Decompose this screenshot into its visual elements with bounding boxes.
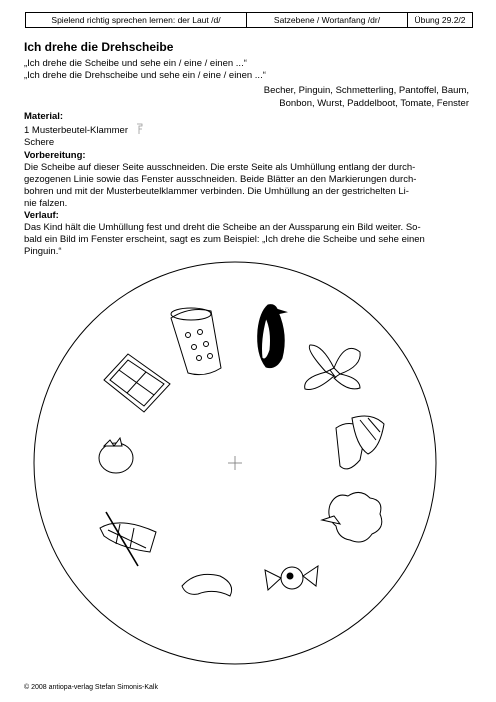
word-line-1: Becher, Pinguin, Schmetterling, Pantoffel, Baum, (263, 85, 469, 96)
header-series: Spielend richtig sprechen lernen: der Laut /d/ (26, 13, 247, 27)
verlauf-line-3: Pinguin.“ (24, 246, 62, 257)
candy-icon (265, 566, 318, 590)
vorbereitung-heading: Vorbereitung: (24, 150, 86, 161)
copyright-footer: © 2008 antiopa-verlag Stefan Simonis-Kalk (24, 684, 158, 691)
sentence-1: „Ich drehe die Scheibe und sehe ein / eine / einen ...“ (24, 58, 247, 69)
sausage-icon (182, 574, 232, 596)
butterfly-icon (305, 345, 361, 390)
verlauf-line-2: bald ein Bild im Fenster erscheint, sagt es zum Beispiel: „Ich drehe die Scheibe und sehe einen (24, 234, 425, 245)
material-item-clip: 1 Musterbeutel-Klammer (24, 123, 472, 137)
cup-icon (171, 308, 221, 375)
header-exercise: Übung 29.2/2 (414, 15, 466, 25)
center-mark-icon (228, 456, 242, 470)
tree-icon (322, 492, 382, 542)
vorbereitung-line-3: bohren und mit der Musterbeutelklammer verbinden. Die Umhüllung an der gestrichelten Li- (24, 186, 409, 197)
boat-icon (100, 512, 156, 566)
tomato-icon (99, 438, 133, 473)
word-line-2: Bonbon, Wurst, Paddelboot, Tomate, Fenster (279, 98, 469, 109)
vorbereitung-line-4: nie falzen. (24, 198, 68, 209)
slippers-icon (336, 416, 384, 469)
sentence-2: „Ich drehe die Drehscheibe und sehe ein / eine / einen ...“ (24, 70, 266, 81)
header-topic: Satzebene / Wortanfang /dr/ (247, 13, 408, 27)
verlauf-heading: Verlauf: (24, 210, 59, 221)
penguin-icon (258, 305, 286, 368)
verlauf-line-1: Das Kind hält die Umhüllung fest und dreht die Scheibe an der Aussparung ein Bild weiter. So- (24, 222, 421, 233)
vorbereitung-line-2: gezogenen Linie sowie das Fenster ausschneiden. Beide Blätter an den Markierungen durch- (24, 174, 417, 185)
window-icon (104, 354, 170, 412)
material-item-scissors: Schere (24, 137, 55, 148)
page-title: Ich drehe die Drehscheibe (24, 40, 174, 54)
material-heading: Material: (24, 111, 64, 122)
vorbereitung-line-1: Die Scheibe auf dieser Seite ausschneiden. Die erste Seite als Umhüllung entlang der durch- (24, 162, 416, 173)
